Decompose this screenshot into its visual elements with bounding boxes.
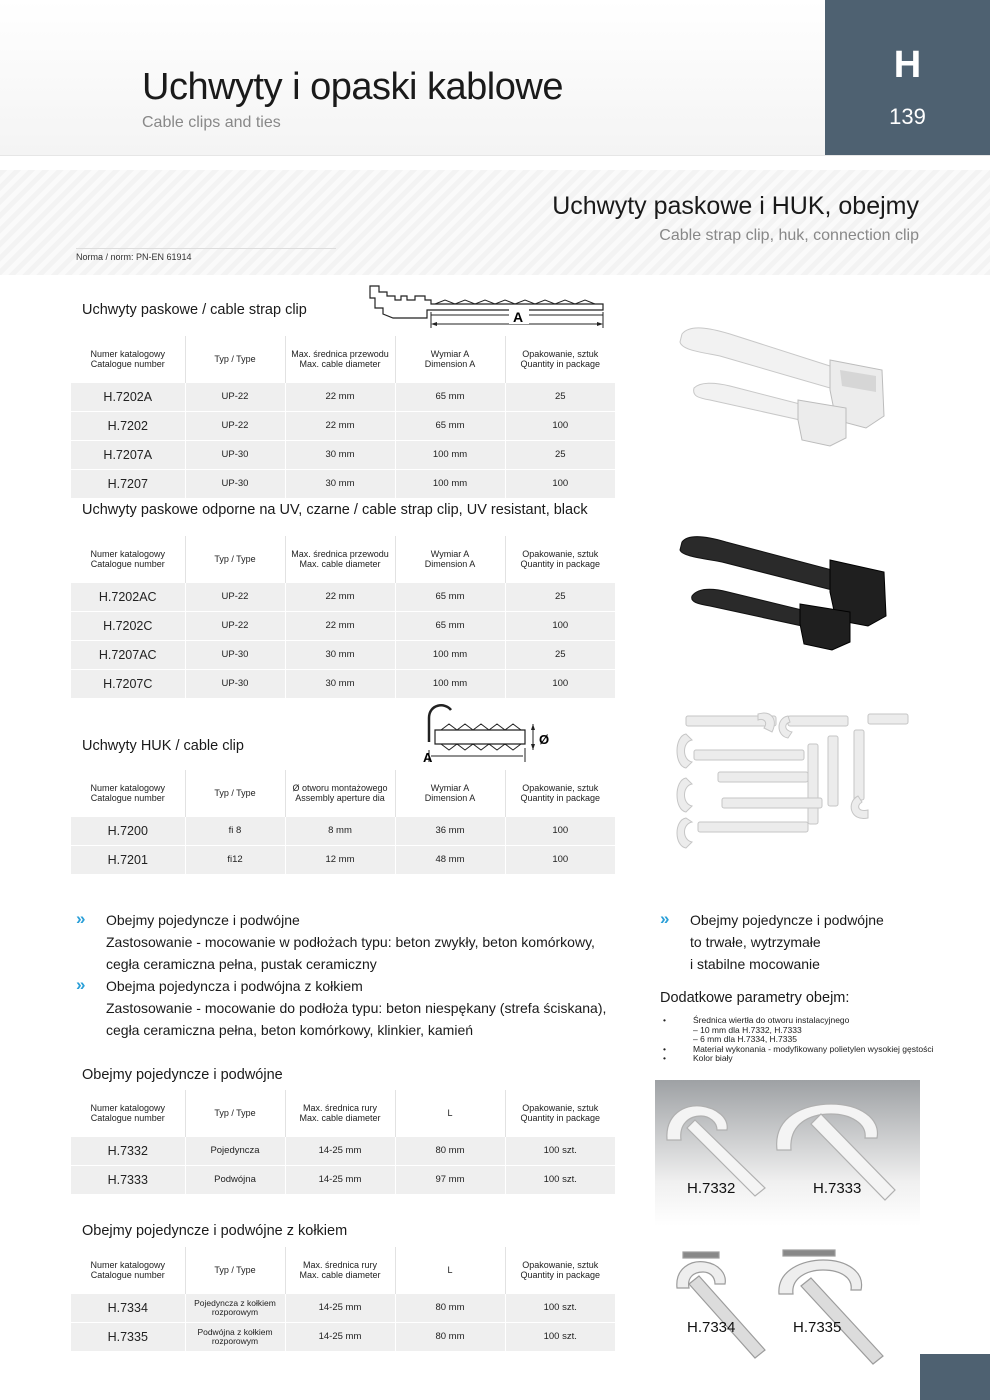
bullet-right-line: Obejmy pojedyncze i podwójne <box>690 912 884 928</box>
table-header-cell: Wymiar A Dimension A <box>395 770 505 816</box>
table-cell: 22 mm <box>285 411 395 440</box>
params-line: – 6 mm dla H.7334, H.7335 <box>693 1034 797 1044</box>
section-letter: H <box>893 44 922 86</box>
table-cell: 80 mm <box>395 1136 505 1165</box>
table-header-cell: Typ / Type <box>185 536 285 582</box>
bullet-item-2 <box>76 975 636 1041</box>
table-cell: H.7207AC <box>71 640 185 669</box>
table-row <box>71 816 615 845</box>
table-cell: 22 mm <box>285 611 395 640</box>
table-cell: 25 <box>505 440 615 469</box>
table-cell: 48 mm <box>395 845 505 874</box>
table-row <box>71 640 615 669</box>
table-cell: UP-22 <box>185 382 285 411</box>
table-cell: 14-25 mm <box>285 1165 395 1194</box>
table-cell: 100 <box>505 611 615 640</box>
table1-title: Uchwyty paskowe / cable strap clip <box>82 302 307 318</box>
table-cell: 14-25 mm <box>285 1136 395 1165</box>
table-header-cell: Numer katalogowy Catalogue number <box>71 536 185 582</box>
table-header-cell: Opakowanie, sztuk Quantity in package <box>520 782 601 803</box>
table-header-row <box>71 770 615 816</box>
table-cell: H.7207A <box>71 440 185 469</box>
table-cell: 65 mm <box>395 611 505 640</box>
table2 <box>71 536 615 698</box>
table-cell: 100 <box>505 469 615 498</box>
table-cell: 100 mm <box>395 440 505 469</box>
table-cell: 12 mm <box>285 845 395 874</box>
table-header-cell: Numer katalogowy Catalogue number <box>71 1247 185 1293</box>
footer-tab <box>920 1354 990 1400</box>
page-subtitle: Cable clips and ties <box>142 114 281 131</box>
table-header-cell: Opakowanie, sztuk Quantity in package <box>520 1102 601 1123</box>
params-line: Materiał wykonania - modyfikowany polietylen wysokiej gęstości <box>693 1043 934 1054</box>
strap-clip-diagram <box>365 282 610 330</box>
dim-a-label: A <box>512 309 524 325</box>
table-row <box>71 1165 615 1194</box>
table-cell: UP-22 <box>185 411 285 440</box>
table-cell: 97 mm <box>395 1165 505 1194</box>
table-header-cell: Opakowanie, sztuk Quantity in package <box>520 348 601 369</box>
table-row <box>71 845 615 874</box>
table4 <box>71 1090 615 1194</box>
bullet-right <box>660 909 920 975</box>
table-cell: H.7202 <box>71 411 185 440</box>
table-cell: 8 mm <box>285 816 395 845</box>
table-cell: H.7202A <box>71 382 185 411</box>
table-header-cell: Numer katalogowy Catalogue number <box>71 1090 185 1136</box>
table-cell: UP-30 <box>185 469 285 498</box>
huk-clip-diagram <box>415 700 585 766</box>
section-tab <box>825 0 990 155</box>
params-title: Dodatkowe parametry obejm: <box>660 990 850 1006</box>
params-item: • Średnica wiertła do otworu instalacyjnego – 10 mm dla H.7332, H.7333 – 6 mm dla H.7334, H.7335 <box>663 1016 933 1045</box>
params-list <box>663 1016 933 1064</box>
bullets-left <box>76 909 636 1041</box>
page-number: 139 <box>889 104 926 129</box>
table-header-row <box>71 536 615 582</box>
table-cell: 30 mm <box>285 469 395 498</box>
bullet-heading-2: Obejma pojedyncza i podwójna z kołkiem <box>106 978 363 994</box>
table-cell: UP-30 <box>185 440 285 469</box>
table-header-cell: Typ / Type <box>185 336 285 382</box>
strap-clip-black-photo <box>670 520 910 660</box>
table-cell: 22 mm <box>285 582 395 611</box>
table-header-cell: Numer katalogowy Catalogue number <box>71 336 185 382</box>
table-cell: 30 mm <box>285 669 395 698</box>
bullet-line: cegła ceramiczna pełna, beton komórkowy, klinkier, kamień <box>106 1022 474 1038</box>
clip-photo-h7332-h7333 <box>655 1080 920 1226</box>
table-header-row <box>71 336 615 382</box>
table3-title: Uchwyty HUK / cable clip <box>82 738 244 754</box>
bullet-right-line: to trwałe, wytrzymałe <box>690 934 821 950</box>
table-row <box>71 1322 615 1351</box>
double-chevron-icon: » <box>76 975 86 994</box>
section-title: Uchwyty paskowe i HUK, obejmy <box>552 192 919 220</box>
table-cell: 100 szt. <box>505 1293 615 1322</box>
photo-label-h7335: H.7335 <box>793 1319 842 1336</box>
table4-title: Obejmy pojedyncze i podwójne <box>82 1067 283 1083</box>
table-cell: 100 <box>505 845 615 874</box>
table-header-cell: Opakowanie, sztuk Quantity in package <box>520 548 601 569</box>
table1 <box>71 336 615 498</box>
strap-clip-white-photo <box>670 320 910 460</box>
table-cell: 100 mm <box>395 640 505 669</box>
norm-label: Norma / norm: PN-EN 61914 <box>76 252 192 262</box>
table-header-cell: Ø otworu montażowego Assembly aperture dia <box>285 770 395 816</box>
params-item: • Kolor biały <box>663 1054 933 1064</box>
table-cell: H.7332 <box>71 1136 185 1165</box>
huk-clip-photo <box>668 706 920 856</box>
table-header-row <box>71 1247 615 1293</box>
table-cell: H.7200 <box>71 816 185 845</box>
table-row <box>71 669 615 698</box>
photo-label-h7332: H.7332 <box>687 1180 736 1197</box>
table-cell: 80 mm <box>395 1293 505 1322</box>
table-header-cell: Max. średnica przewodu Max. cable diameter <box>285 536 395 582</box>
bullet-line: Zastosowanie - mocowanie w podłożach typu: beton zwykły, beton komórkowy, <box>106 934 595 950</box>
table-cell: 22 mm <box>285 382 395 411</box>
table-cell: fi12 <box>185 845 285 874</box>
table-cell: 25 <box>505 382 615 411</box>
table-header-cell: L <box>395 1247 505 1293</box>
table5-title: Obejmy pojedyncze i podwójne z kołkiem <box>82 1223 348 1239</box>
table-cell: H.7207C <box>71 669 185 698</box>
table-header-cell: Numer katalogowy Catalogue number <box>71 770 185 816</box>
table-header-cell: Max. średnica rury Max. cable diameter <box>285 1247 395 1293</box>
table-header-cell: L <box>395 1090 505 1136</box>
bullet-line: Zastosowanie - mocowanie do podłoża typu: beton niespękany (strefa ściskana), <box>106 1000 607 1016</box>
double-chevron-icon: » <box>76 909 86 928</box>
table-row <box>71 1136 615 1165</box>
table-cell: Pojedyncza <box>185 1136 285 1165</box>
section-subtitle: Cable strap clip, huk, connection clip <box>659 227 919 244</box>
table-row <box>71 611 615 640</box>
table5 <box>71 1247 615 1351</box>
table-cell: 100 <box>505 816 615 845</box>
table-cell: 14-25 mm <box>285 1293 395 1322</box>
table-cell: 25 <box>505 640 615 669</box>
table-header-cell: Max. średnica rury Max. cable diameter <box>285 1090 395 1136</box>
table-header-cell: Wymiar A Dimension A <box>395 336 505 382</box>
table-header-row <box>71 1090 615 1136</box>
bullet-right-line: i stabilne mocowanie <box>690 956 820 972</box>
norm-divider <box>76 248 336 249</box>
table-cell: UP-22 <box>185 611 285 640</box>
table-header-cell: Typ / Type <box>185 770 285 816</box>
table-cell: 65 mm <box>395 411 505 440</box>
table-cell: Podwójna <box>185 1165 285 1194</box>
table2-title: Uchwyty paskowe odporne na UV, czarne / cable strap clip, UV resistant, black <box>82 502 588 518</box>
table-cell: H.7202C <box>71 611 185 640</box>
table-cell: Pojedyncza z kołkiem rozporowym <box>185 1293 285 1322</box>
table-cell: UP-30 <box>185 640 285 669</box>
table-cell: H.7201 <box>71 845 185 874</box>
table-cell: 100 <box>505 669 615 698</box>
table-cell: 30 mm <box>285 440 395 469</box>
photo-label-h7333: H.7333 <box>813 1180 862 1197</box>
double-chevron-icon: » <box>660 909 670 928</box>
table-cell: 25 <box>505 582 615 611</box>
page-title: Uchwyty i opaski kablowe <box>142 66 563 108</box>
params-item: • Materiał wykonania - modyfikowany polietylen wysokiej gęstości <box>663 1043 934 1054</box>
clip-photo-h7334-h7335 <box>655 1232 920 1380</box>
table-header-cell: Opakowanie, sztuk Quantity in package <box>520 1259 601 1280</box>
table-header-cell: Max. średnica przewodu Max. cable diameter <box>285 336 395 382</box>
table-cell: 100 szt. <box>505 1136 615 1165</box>
params-line: – 10 mm dla H.7332, H.7333 <box>693 1024 802 1035</box>
bullet-heading-1: Obejmy pojedyncze i podwójne <box>106 912 300 928</box>
table-row <box>71 582 615 611</box>
table-header-cell: Typ / Type <box>185 1247 285 1293</box>
params-line: Średnica wiertła do otworu instalacyjnego <box>693 1015 850 1025</box>
photo-label-h7334: H.7334 <box>687 1319 736 1336</box>
table-cell: 14-25 mm <box>285 1322 395 1351</box>
table-cell: H.7207 <box>71 469 185 498</box>
table-cell: 36 mm <box>395 816 505 845</box>
table-cell: 100 mm <box>395 469 505 498</box>
table-cell: H.7333 <box>71 1165 185 1194</box>
table-cell: UP-22 <box>185 582 285 611</box>
table3 <box>71 770 615 874</box>
table-cell: 100 szt. <box>505 1322 615 1351</box>
table-cell: fi 8 <box>185 816 285 845</box>
params-line: Kolor biały <box>693 1053 733 1063</box>
bullet-line: cegła ceramiczna pełna, pustak ceramiczny <box>106 956 377 972</box>
table-header-cell: Typ / Type <box>185 1090 285 1136</box>
table-cell: 65 mm <box>395 382 505 411</box>
table-cell: H.7334 <box>71 1293 185 1322</box>
table-row <box>71 469 615 498</box>
table-row <box>71 440 615 469</box>
table-cell: H.7335 <box>71 1322 185 1351</box>
table-cell: 80 mm <box>395 1322 505 1351</box>
table-row <box>71 411 615 440</box>
dim-a-label-huk: A <box>423 750 433 765</box>
dim-diameter-label: Ø <box>539 732 550 747</box>
table-header-cell: Wymiar A Dimension A <box>395 536 505 582</box>
table-cell: 30 mm <box>285 640 395 669</box>
table-cell: 65 mm <box>395 582 505 611</box>
table-cell: 100 szt. <box>505 1165 615 1194</box>
table-cell: UP-30 <box>185 669 285 698</box>
table-cell: 100 mm <box>395 669 505 698</box>
table-row <box>71 1293 615 1322</box>
bullet-item-1 <box>76 909 636 975</box>
table-cell: 100 <box>505 411 615 440</box>
table-cell: H.7202AC <box>71 582 185 611</box>
table-row <box>71 382 615 411</box>
table-cell: Podwójna z kołkiem rozporowym <box>185 1322 285 1351</box>
